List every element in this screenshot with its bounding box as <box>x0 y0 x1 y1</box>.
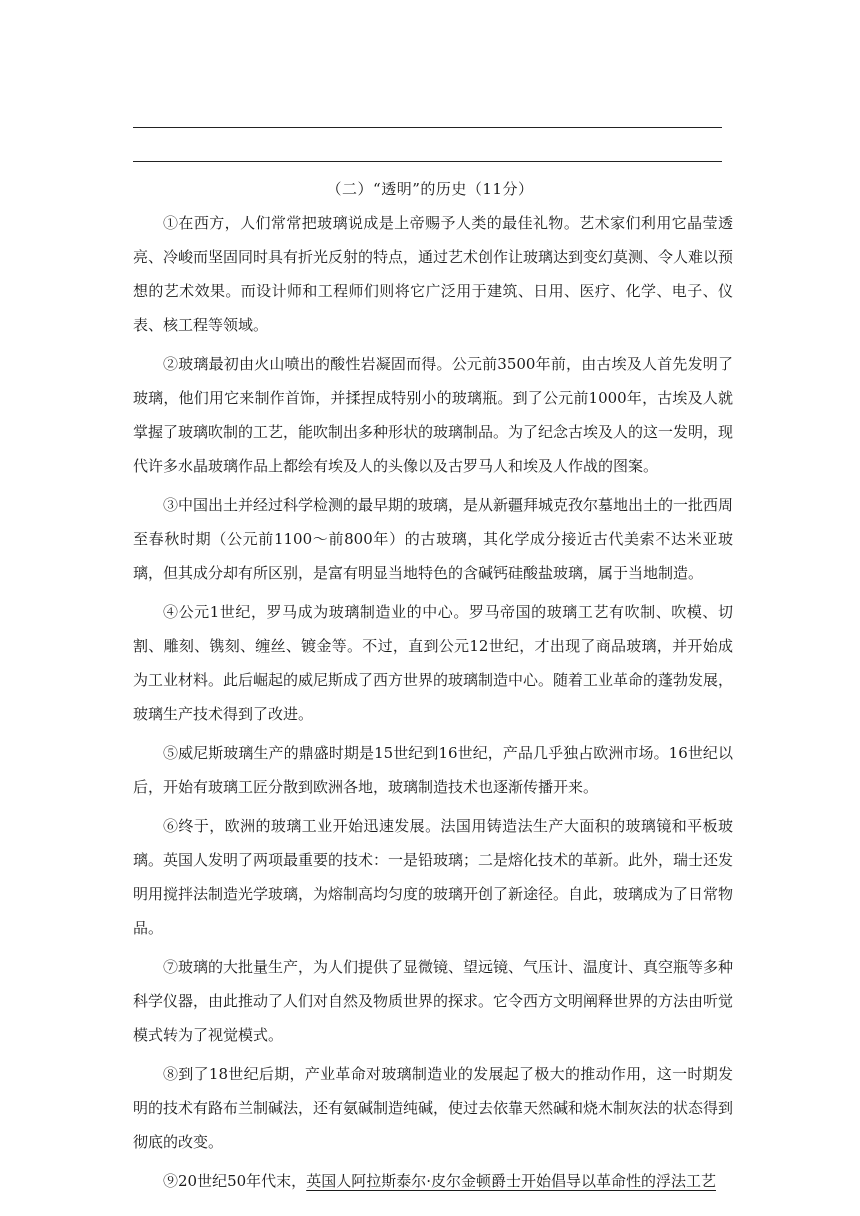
section-title: （二）“透明”的历史（11分） <box>326 180 534 198</box>
paragraph-5: ⑤威尼斯玻璃生产的鼎盛时期是15世纪到16世纪，产品几乎独占欧洲市场。16世纪以后，开始有玻璃工匠分散到欧洲各地，玻璃制造技术也逐渐传播开来。 <box>133 744 733 796</box>
paragraph-7: ⑦玻璃的大批量生产，为人们提供了显微镜、望远镜、气压计、温度计、真空瓶等多种科学仪器，由此推动了人们对自然及物质世界的探求。它令西方文明阐释世界的方法由听觉模式转为了视觉模式。 <box>133 958 734 1044</box>
underlined-sentence: 英国人阿拉斯泰尔·皮尔金顿爵士开始倡导以革命性的浮法工艺 <box>306 1172 716 1190</box>
answer-line-2 <box>133 161 722 162</box>
paragraph-8: ⑧到了18世纪后期，产业革命对玻璃制造业的发展起了极大的推动作用，这一时期发明的技术有路布兰制碱法，还有氨碱制造纯碱，使过去依靠天然碱和烧木制灰法的状态得到彻底的改变。 <box>133 1065 734 1151</box>
paragraph-6: ⑥终于，欧洲的玻璃工业开始迅速发展。法国用铸造法生产大面积的玻璃镜和平板玻璃。英国人发明了两项最重要的技术：一是铅玻璃；二是熔化技术的革新。此外，瑞士还发明用搅拌法制造光学玻璃，为熔制高均匀度的玻璃开创了新途径。自此，玻璃成为了日常物品。 <box>133 817 734 937</box>
paragraph-1: ①在西方，人们常常把玻璃说成是上帝赐予人类的最佳礼物。艺术家们利用它晶莹透亮、冷峻而坚固同时具有折光反射的特点，通过艺术创作让玻璃达到变幻莫测、令人难以预想的艺术效果。而设计师和工程师们则将它广泛用于建筑、日用、医疗、化学、电子、仪表、核工程等领域。 <box>133 214 734 334</box>
answer-line-1 <box>133 127 722 128</box>
paragraph-4: ④公元1世纪，罗马成为玻璃制造业的中心。罗马帝国的玻璃工艺有吹制、吹模、切割、雕刻、镌刻、缠丝、镀金等。不过，直到公元12世纪，才出现了商品玻璃，并开始成为工业材料。此后崛起的威尼斯成了西方世界的玻璃制造中心。随着工业革命的蓬勃发展，玻璃生产技术得到了改进。 <box>133 603 734 723</box>
paragraph-2: ②玻璃最初由火山喷出的酸性岩凝固而得。公元前3500年前，由古埃及人首先发明了玻璃，他们用它来制作首饰，并揉捏成特别小的玻璃瓶。到了公元前1000年，古埃及人就掌握了玻璃吹制的工艺，能吹制出多种形状的玻璃制品。为了纪念古埃及人的这一发明，现代许多水晶玻璃作品上都绘有埃及人的头像以及古罗马人和埃及人作战的图案。 <box>133 355 734 475</box>
paragraph-9 <box>133 1164 733 1198</box>
article-body <box>133 206 733 1203</box>
paragraph-3: ③中国出土并经过科学检测的最早期的玻璃，是从新疆拜城克孜尔墓地出土的一批西周至春秋时期（公元前1100～前800年）的古玻璃，其化学成分接近古代美索不达米亚玻璃，但其成分却有所区别，是富有明显当地特色的含碱钙硅酸盐玻璃，属于当地制造。 <box>133 496 734 582</box>
paragraph-9-text: ⑨20世纪50年代末， <box>163 1172 307 1190</box>
